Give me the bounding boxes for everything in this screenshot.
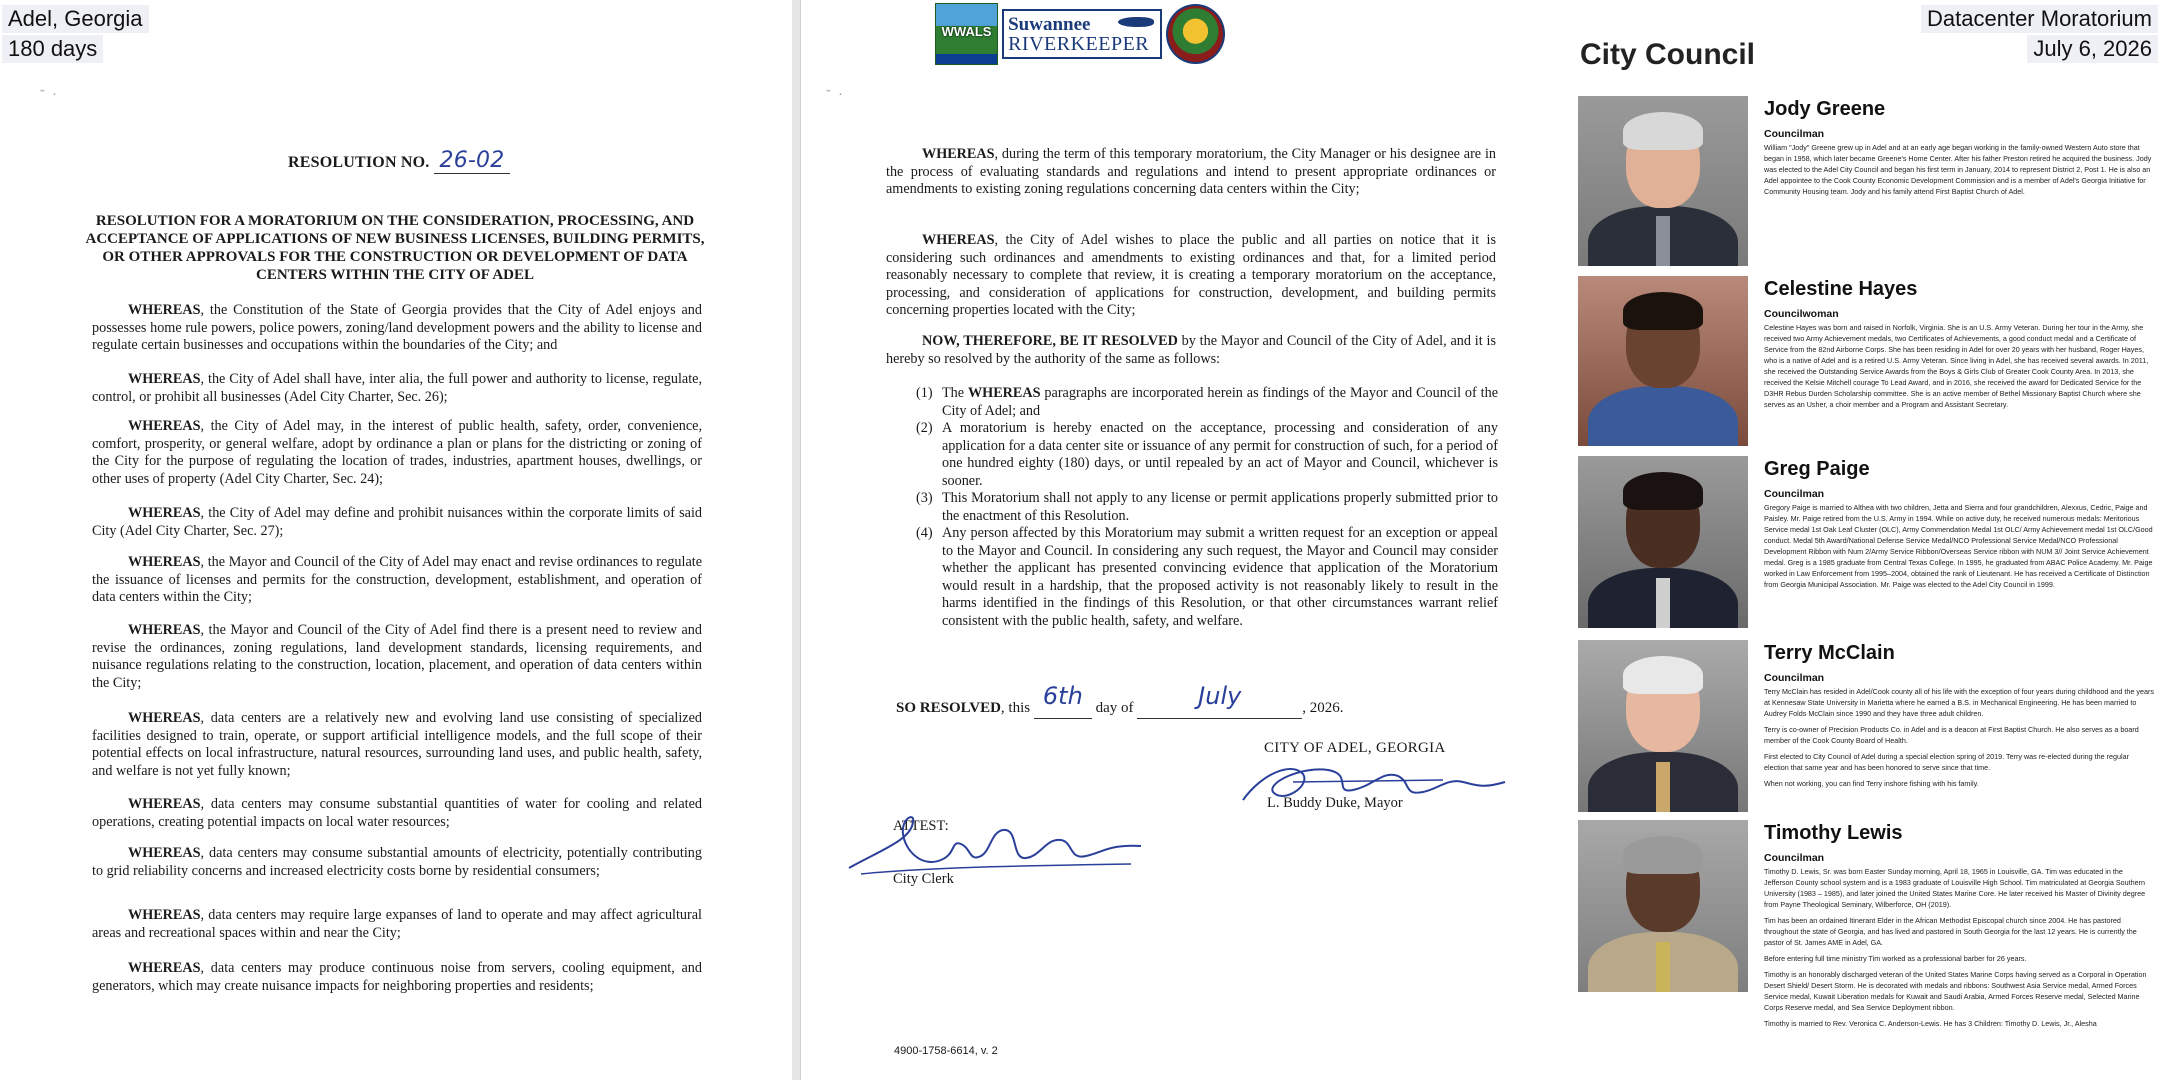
whereas-text: , the Mayor and Council of the City of Adel may enact and revise ordinances to regulate the issuance of licenses and permits for the construction, development, establishment, and operation of data centers within the City;	[92, 554, 702, 605]
council-member	[1578, 456, 2158, 628]
resolved-item	[916, 420, 1498, 490]
day-of-label: day of	[1095, 700, 1134, 716]
whereas-paragraph	[92, 554, 702, 607]
item-text: Any person affected by this Moratorium may submit a written request for an exception or appeal to the Mayor and Council. In considering any such request, the Mayor and Council may consider whether the applicant has presented convincing evidence that application of the Moratorium would result in a hardship, that the proposed activity is not reasonably likely to result in the harms identified in the findings of this Resolution, or that other circumstances warrant relief consistent with the public health, safety, and welfare.	[942, 525, 1498, 629]
member-name: Greg Paige	[1764, 458, 1870, 480]
so-resolved-this: , this	[1000, 700, 1031, 716]
member-photo	[1578, 456, 1748, 628]
month-blank	[1137, 682, 1302, 719]
whereas-label: WHEREAS	[128, 710, 201, 726]
member-photo	[1578, 820, 1748, 992]
whereas-paragraph	[92, 622, 702, 692]
council-member	[1578, 276, 2158, 446]
item-number: (2)	[916, 420, 933, 436]
council-member	[1578, 640, 2158, 812]
so-resolved-line	[896, 682, 1344, 719]
logo-bar	[935, 4, 1225, 64]
resolution-page-2	[800, 0, 1571, 1080]
scan-mark: ˘ ·	[826, 88, 845, 103]
member-photo	[1578, 640, 1748, 812]
year-text: , 2026.	[1302, 700, 1344, 716]
whereas-label: WHEREAS	[128, 960, 201, 976]
day-blank	[1034, 682, 1092, 719]
whereas-label: WHEREAS	[922, 232, 995, 248]
whereas-text: , the City of Adel may, in the interest of public health, safety, order, convenience, comfort, prosperity, or general welfare, adopt by ordinance a plan or plans for the districting or zoning of the City for the purpose of regulating the location of trades, industries, apartment houses, dwellings, or other uses of property (Adel City Charter, Sec. 24);	[92, 418, 702, 487]
resolved-item	[916, 525, 1498, 630]
date-label: July 6, 2026	[2027, 35, 2158, 63]
mayor-name: L. Buddy Duke, Mayor	[1267, 795, 1403, 811]
whereas-paragraph	[92, 907, 702, 942]
member-name: Celestine Hayes	[1764, 278, 1918, 300]
council-heading: City Council	[1580, 38, 1756, 71]
whereas-text: , data centers may consume substantial amounts of electricity, potentially contributing to grid reliability concerns and increased electricity costs borne by residential consumers;	[92, 845, 702, 879]
item-bold: WHEREAS	[967, 385, 1041, 401]
item-text: This Moratorium shall not apply to any license or permit applications properly submitted prior to the enactment of this Resolution.	[942, 490, 1498, 524]
fish-icon	[1118, 17, 1154, 27]
member-name: Jody Greene	[1764, 98, 1886, 120]
topic-label: Datacenter Moratorium	[1921, 5, 2158, 33]
so-resolved-label: SO RESOLVED	[896, 700, 1001, 716]
member-bio-paragraph: First elected to City Council of Adel during a special election spring of 2019. Terry was re-elected during the regular election that same year and has been honored to serve since that time.	[1764, 752, 2130, 772]
member-bio-paragraph: Terry McClain has resided in Adel/Cook county all of his life with the exception of four years during childhood and the years at Kennesaw State University in Marietta where he earned a B.S. in Mechanical Engineering. He has been married to Audrey Folds McClain since 1990 and they have three adult children.	[1764, 687, 2154, 718]
whereas-paragraph	[92, 371, 702, 406]
whereas-label: WHEREAS	[922, 146, 995, 162]
resolution-number	[288, 148, 510, 173]
member-role: Councilman	[1764, 672, 1825, 684]
location-label: Adel, Georgia	[2, 5, 149, 33]
whereas-paragraph	[92, 505, 702, 540]
whereas-text: , the Mayor and Council of the City of Adel find there is a present need to review and revise the ordinances, zoning regulations, land development standards, licensing requirements, and nuisance regulations relating to the construction, location, placement, and operation of data centers within the City;	[92, 622, 702, 691]
whereas-paragraph	[886, 232, 1496, 320]
member-bio	[1764, 502, 2154, 595]
whereas-paragraph	[92, 960, 702, 995]
attest-label: ATTEST:	[893, 818, 949, 834]
riverkeeper-line1: Suwannee	[1008, 14, 1091, 35]
member-bio-paragraph: William "Jody" Greene grew up in Adel and at an early age began working in the family-owned Western Auto store that began in 1958, which later became Greene's Home Center. After his father Preston retired he acquired the business. Jody was elected to the Adel City Council and began his first term in January, 2014 to represent District 2, Post 1. He is also an Adel appointee to the Cook County Economic Development Commission and is a member of Adel's Georgia Initiative for Community Housing team. Jody and his family attend First Baptist Church of Adel.	[1764, 143, 2152, 196]
resolution-page-1	[0, 0, 792, 1080]
member-name: Terry McClain	[1764, 642, 1895, 664]
scan-mark: ˘ ·	[40, 88, 59, 103]
member-role: Councilman	[1764, 128, 1825, 140]
whereas-label: WHEREAS	[128, 622, 201, 638]
member-bio-paragraph: When not working, you can find Terry inshore fishing with his family.	[1764, 779, 1979, 788]
member-bio	[1764, 686, 2154, 794]
day-handwritten: 6th	[1042, 682, 1083, 710]
whereas-label: WHEREAS	[128, 554, 201, 570]
wwals-logo-text: WWALS	[941, 24, 992, 39]
item-number: (3)	[916, 490, 933, 506]
whereas-label: WHEREAS	[128, 371, 201, 387]
item-text: paragraphs are incorporated herein as findings of the Mayor and Council of the City of Adel; and	[942, 385, 1498, 419]
whereas-text: , data centers may consume substantial quantities of water for cooling and related operations, creating potential impacts on local water resources;	[92, 796, 702, 830]
member-bio-paragraph: Terry is co-owner of Precision Products Co. in Adel and is a deacon at First Baptist Church. He also serves as a board member of the Cook County Board of Health.	[1764, 725, 2139, 745]
member-bio	[1764, 322, 2154, 415]
member-name: Timothy Lewis	[1764, 822, 1903, 844]
whereas-text: , the City of Adel shall have, inter alia, the full power and authority to license, regulate, control, or prohibit all businesses (Adel City Charter, Sec. 26);	[92, 371, 702, 405]
whereas-label: WHEREAS	[128, 418, 201, 434]
whereas-paragraph	[92, 418, 702, 488]
whereas-text: , the Constitution of the State of Georgia provides that the City of Adel enjoys and possesses home rule powers, police powers, zoning/land development powers and the ability to license and regulate certain businesses and occupations within the boundaries of the City; and	[92, 302, 702, 353]
whereas-label: WHEREAS	[128, 907, 201, 923]
whereas-text: , data centers are a relatively new and evolving land use consisting of specialized facilities designed to train, operate, or support artificial intelligence models, and the full scope of their potential effects on local infrastructure, natural resources, surrounding land uses, and public health, safety, and welfare is not yet fully known;	[92, 710, 702, 779]
whereas-paragraph	[92, 710, 702, 780]
resolution-title: RESOLUTION FOR A MORATORIUM ON THE CONSIDERATION, PROCESSING, AND ACCEPTANCE OF APPLICATIONS OF NEW BUSINESS LICENSES, BUILDING PERMITS, OR OTHER APPROVALS FOR THE CONSTRUCTION OR DEVELOPMENT OF DATA CENTERS WITHIN THE CITY OF ADEL	[85, 213, 705, 283]
resolution-number-label: RESOLUTION NO.	[288, 154, 430, 171]
member-bio-paragraph: Celestine Hayes was born and raised in Norfolk, Virginia. She is an U.S. Army Veteran. During her tour in the Army, she received two Army Achievement medals, two Certificates of Achievements, a good conduct medal and a Certificate of Service from the 82nd Airborne Corps. She has been residing in Adel for over 20 years with her husband, Roger Hayes, who is a native of Adel and is a retired U.S. Army Veteran. Since living in Adel, she has received several awards. In 2011, she received the Outstanding Service Awards from the Boys & Girls Club of Greater Cook County Area. In 2013, she received the Kelsie Mitchell courage To Lead Award, and in 2016, she received the award for Dedicated Service for the D3HR Rebus Durden Scholarship committee. She is an active member of Bethel Missionary Baptist Church where she serves as an Usher, a choir member and a Program and Assistant Secretary.	[1764, 323, 2149, 409]
page-gutter	[792, 0, 800, 1080]
now-therefore-text: by the Mayor and Council of the City of Adel, and it is hereby so resolved by the authority of the same as follows:	[886, 333, 1496, 367]
member-bio-paragraph: Timothy is an honorably discharged veteran of the United States Marine Corps having served as a Corporal in Operation Desert Shield/ Desert Storm. He is decorated with medals and ribbons: Southwest Asia Service medal, Armed Forces Service medal, Kuwait Liberation medals for Kuwait and Saudi Arabia, Armed Forces Reserve medal, Selected Marine Corps Reserve medal, and Sea Service Deployment ribbon.	[1764, 970, 2147, 1012]
duration-label: 180 days	[2, 35, 103, 63]
whereas-label: WHEREAS	[128, 796, 201, 812]
council-member	[1578, 820, 2158, 1028]
now-therefore-paragraph	[886, 333, 1496, 368]
item-text: A moratorium is hereby enacted on the acceptance, processing and consideration of any application for a data center site or issuance of any permit for construction of such, for a period of one hundred eighty (180) days, or until repealed by an act of Mayor and Council, whichever is sooner.	[942, 420, 1498, 489]
member-bio	[1764, 866, 2154, 1034]
member-role: Councilwoman	[1764, 308, 1839, 320]
resolved-items-list	[916, 385, 1498, 630]
item-number: (4)	[916, 525, 933, 541]
resolved-item	[916, 385, 1498, 420]
whereas-paragraph	[92, 302, 702, 355]
whereas-paragraph	[92, 796, 702, 831]
whereas-label: WHEREAS	[128, 302, 201, 318]
wwals-logo	[935, 3, 998, 65]
clerk-label: City Clerk	[893, 871, 954, 887]
member-role: Councilman	[1764, 852, 1825, 864]
member-photo	[1578, 276, 1748, 446]
resolved-item	[916, 490, 1498, 525]
whereas-text: , during the term of this temporary moratorium, the City Manager or his designee are in the process of evaluating standards and regulations and intend to present appropriate ordinances or amendments to existing zoning regulations concerning data centers within the City;	[886, 146, 1496, 197]
council-member	[1578, 96, 2158, 266]
whereas-text: , data centers may produce continuous noise from servers, cooling equipment, and generators, which may create nuisance impacts for neighboring properties and residents;	[92, 960, 702, 994]
member-bio	[1764, 142, 2154, 202]
whereas-paragraph	[886, 146, 1496, 199]
city-council-page	[1570, 0, 2160, 1080]
city-label: CITY OF ADEL, GEORGIA	[1264, 740, 1446, 756]
clerk-signature	[841, 810, 1151, 880]
document-footer-code: 4900-1758-6614, v. 2	[894, 1045, 998, 1057]
month-handwritten: July	[1198, 682, 1242, 710]
member-bio-paragraph: Timothy is married to Rev. Veronica C. Anderson-Lewis. He has 3 Children: Timothy D. Lewis, Jr., Alesha	[1764, 1019, 2097, 1028]
member-photo	[1578, 96, 1748, 266]
seal-logo	[1166, 4, 1225, 64]
whereas-label: WHEREAS	[128, 845, 201, 861]
item-number: (1)	[916, 385, 933, 401]
resolution-number-handwritten: 26-02	[434, 148, 511, 174]
suwannee-riverkeeper-logo	[1002, 9, 1162, 59]
member-bio-paragraph: Timothy D. Lewis, Sr. was born Easter Sunday morning, April 18, 1965 in Louisville, GA. Tim was educated in the Jefferson County school system and is a 1983 graduate of Louisville High School. Tim matriculated at Georgia Southern University (1983 – 1985), and later joined the United States Marine Core. He later received his Master of Divinity degree from Payne Theological Seminary, Wilberforce, OH (2019).	[1764, 867, 2146, 909]
whereas-text: , the City of Adel may define and prohibit nuisances within the corporate limits of said City (Adel City Charter, Sec. 27);	[92, 505, 702, 539]
member-bio-paragraph: Before entering full time ministry Tim worked as a professional barber for 26 years.	[1764, 954, 2027, 963]
item-pre: The	[942, 385, 968, 401]
whereas-text: , data centers may require large expanses of land to operate and may affect agricultural areas and recreational spaces within and near the City;	[92, 907, 702, 941]
whereas-paragraph	[92, 845, 702, 880]
member-bio-paragraph: Gregory Paige is married to Althea with two children, Jetta and Sierra and four grandchildren, Alexxus, Cedric, Paige and Paisley. Mr. Paige retired from the U.S. Army in 1994. While on active duty, he received numerous medals: Meritorious Service medal 1st Oak Leaf Cluster (OLC), Army Commendation Medal 1st OLC/ Army Achievement medal 1st OLC/Good conduct. Medal 5th Award/National Defense Service Medal/NCO Professional Service Medal/NCO Professional Development Ribbon with Num 2/Army Service Ribbon/Overseas Service ribbon with NUM 3// Joint Service Achievement medal. Greg is a 1985 graduate from Central Texas College. In 1995, he graduated from ABAC Police Academy. Mr. Paige worked in Law Enforcement from 1995–2004, obtained the rank of Lieutenant. He has received a Certificate of Distinction from Georgia Municipal Association. Mr. Paige was elected to the Adel City Council in 1999.	[1764, 503, 2153, 589]
whereas-label: WHEREAS	[128, 505, 201, 521]
now-therefore-label: NOW, THEREFORE, BE IT RESOLVED	[922, 333, 1178, 349]
whereas-text: , the City of Adel wishes to place the public and all parties on notice that it is considering such ordinances and amendments to existing ordinances and that, for a limited period reasonably necessary to complete that review, it is creating a temporary moratorium on the acceptance, processing, and consideration of applications for construction, development, and building permits concerning properties located with the City;	[886, 232, 1496, 318]
riverkeeper-line2: RIVERKEEPER	[1008, 33, 1150, 55]
member-role: Councilman	[1764, 488, 1825, 500]
member-bio-paragraph: Tim has been an ordained Itinerant Elder in the African Methodist Episcopal church since 2004. He has pastored throughout the state of Georgia, and has lived and pastored in South Georgia for the last 12 years. He is currently the pastor of St. James AME in Adel, GA.	[1764, 916, 2137, 947]
